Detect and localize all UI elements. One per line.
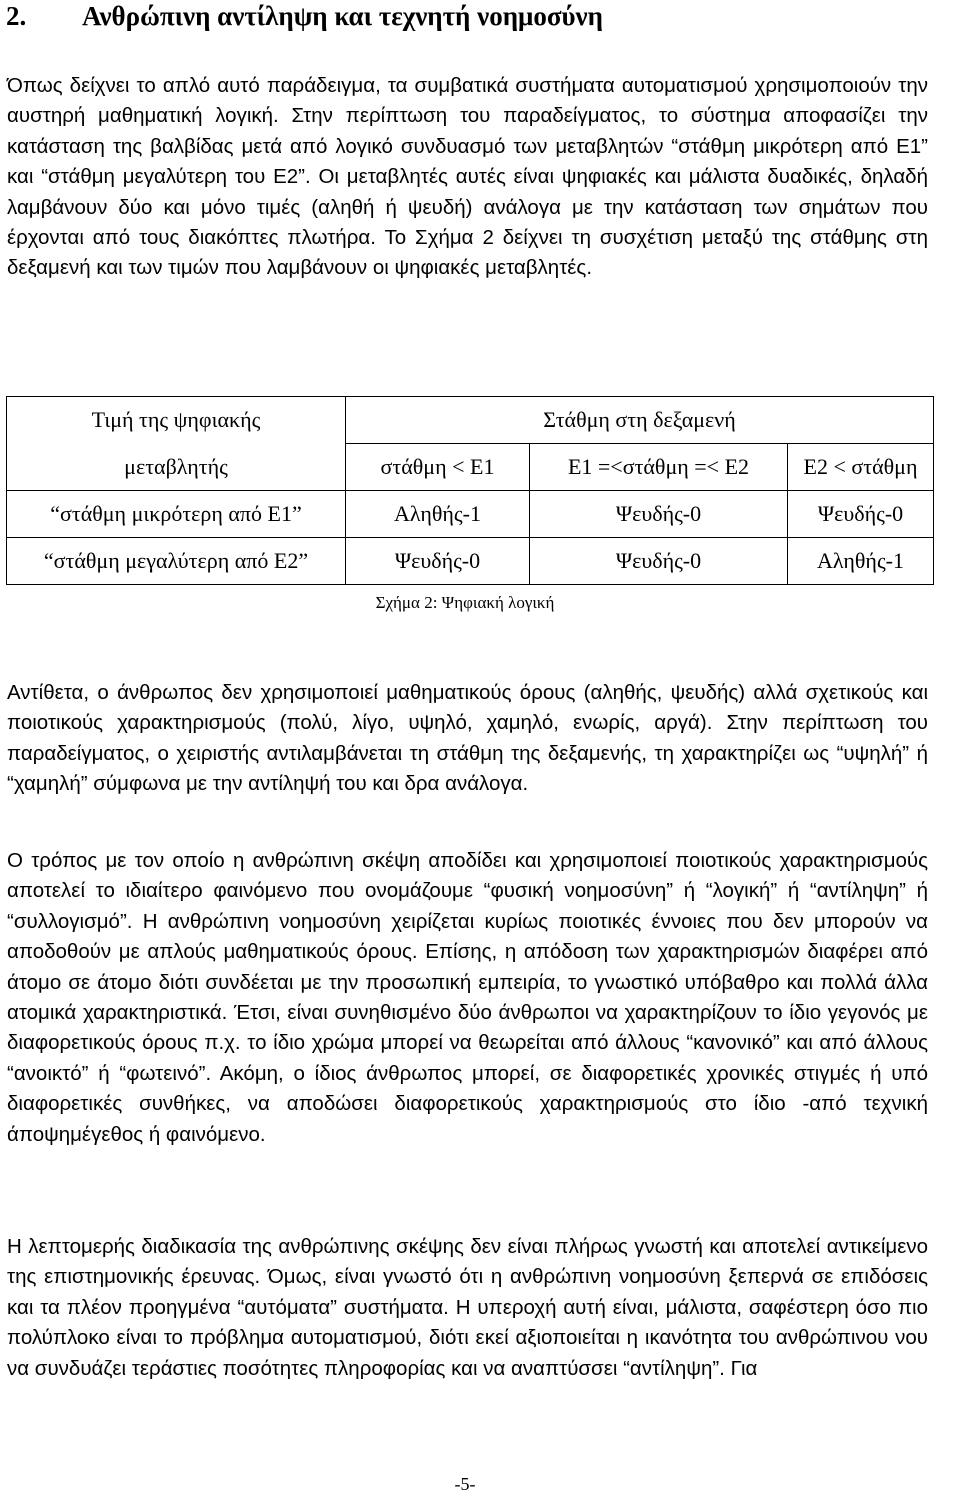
- column-group-title: Στάθμη στη δεξαμενή: [346, 397, 934, 444]
- row-header-sub: μεταβλητής: [7, 444, 346, 491]
- table-cell: Αληθής-1: [346, 491, 530, 538]
- table-cell: Ψευδής-0: [530, 491, 788, 538]
- column-header: στάθμη < Ε1: [346, 444, 530, 491]
- table-row: [7, 491, 934, 538]
- paragraph-2: Αντίθετα, ο άνθρωπος δεν χρησιμοποιεί μαθηματικούς όρους (αληθής, ψευδής) αλλά σχετικούς και ποιοτικούς χαρακτηρισμούς (πολύ, λίγο, υψηλό, χαμηλό, ενωρίς, αργά). Στην περίπτωση του παραδείγματος, ο χειριστής αντιλαμβάνεται τη στάθμη της δεξαμενής, τη χαρακτηρίζει ως “υψηλή” ή “χαμηλή” σύμφωνα με την αντίληψή του και δρα ανάλογα.: [7, 681, 928, 796]
- table-cell: Ψευδής-0: [530, 538, 788, 585]
- figure-caption: Σχήμα 2: Ψηφιακή λογική: [375, 593, 555, 612]
- table-cell: Ψευδής-0: [788, 491, 934, 538]
- section-number: 2.: [6, 1, 27, 31]
- paragraph-1: Όπως δείχνει το απλό αυτό παράδειγμα, τα συμβατικά συστήματα αυτοματισμού χρησιμοποιούν την αυστηρή μαθηματική λογική. Στην περίπτωση του παραδείγματος, το σύστημα αποφασίζει την κατάσταση της βαλβίδας μετά από λογικό συνδυασμό των μεταβλητών “στάθμη μικρότερη από Ε1” και “στάθμη μεγαλύτερη του Ε2”. Οι μεταβλητές αυτές είναι ψηφιακές και μάλιστα δυαδικές, δηλαδή λαμβάνουν δύο και μόνο τιμές (αληθή ή ψευδή) ανάλογα με την κατάσταση των σημάτων που έρχονται από τους διακόπτες πλωτήρα. Το Σχήμα 2 δείχνει τη συσχέτιση μεταξύ της στάθμης στη δεξαμενή και των τιμών που λαμβάνουν οι ψηφιακές μεταβλητές.: [7, 74, 928, 280]
- table-row: [7, 538, 934, 585]
- row-header-title: Τιμή της ψηφιακής: [7, 397, 346, 444]
- column-header: Ε2 < στάθμη: [788, 444, 934, 491]
- column-header: Ε1 =<στάθμη =< Ε2: [530, 444, 788, 491]
- paragraph-4: Η λεπτομερής διαδικασία της ανθρώπινης σκέψης δεν είναι πλήρως γνωστή και αποτελεί αντικείμενο της επιστημονικής έρευνας. Όμως, είναι γνωστό ότι η ανθρώπινη νοημοσύνη ξεπερνά σε επιδόσεις και τα πλέον προηγμένα “αυτόματα” συστήματα. Η υπεροχή αυτή είναι, μάλιστα, σαφέστερη όσο πιο πολύπλοκο είναι το πρόβλημα αυτοματισμού, διότι εκεί αξιοποιείται η ικανότητα του ανθρώπινου νου να συνδυάζει τεράστιες ποσότητες πληροφορίας και να αναπτύσσει “αντίληψη”. Για: [7, 1235, 928, 1380]
- table-cell: Αληθής-1: [788, 538, 934, 585]
- digital-logic-table: [6, 396, 934, 585]
- section-title: Ανθρώπινη αντίληψη και τεχνητή νοημοσύνη: [82, 1, 603, 31]
- row-label: “στάθμη μικρότερη από Ε1”: [7, 491, 346, 538]
- table-cell: Ψευδής-0: [346, 538, 530, 585]
- paragraph-3: Ο τρόπος με τον οποίο η ανθρώπινη σκέψη αποδίδει και χρησιμοποιεί ποιοτικούς χαρακτηρισμούς αποτελεί το ιδιαίτερο φαινόμενο που ονομάζουμε “φυσική νοημοσύνη” ή “λογική” ή “αντίληψη” ή “συλλογισμό”. Η ανθρώπινη νοημοσύνη χειρίζεται κυρίως ποιοτικές έννοιες που δεν μπορούν να αποδοθούν με απλούς μαθηματικούς όρους. Επίσης, η απόδοση των χαρακτηρισμών διαφέρει από άτομο σε άτομο διότι συνδέεται με την προσωπική εμπειρία, το γνωστικό υπόβαθρο και πολλά άλλα ατομικά χαρακτηριστικά. Έτσι, είναι συνηθισμένο δύο άνθρωποι να χαρακτηρίζουν το ίδιο γεγονός με διαφορετικούς όρους π.χ. το ίδιο χρώμα μπορεί να θεωρείται από άλλους “κανονικό” και από άλλους “ανοικτό” ή “φωτεινό”. Ακόμη, ο ίδιος άνθρωπος μπορεί, σε διαφορετικές χρονικές στιγμές ή υπό διαφορετικές συνθήκες, να αποδώσει διαφορετικούς χαρακτηρισμούς στο ίδιο -από τεχνική άποψημέγεθος ή φαινόμενο.: [7, 849, 928, 1146]
- row-label: “στάθμη μεγαλύτερη από Ε2”: [7, 538, 346, 585]
- section-heading: [6, 0, 946, 32]
- page-number: -5-: [454, 1474, 476, 1494]
